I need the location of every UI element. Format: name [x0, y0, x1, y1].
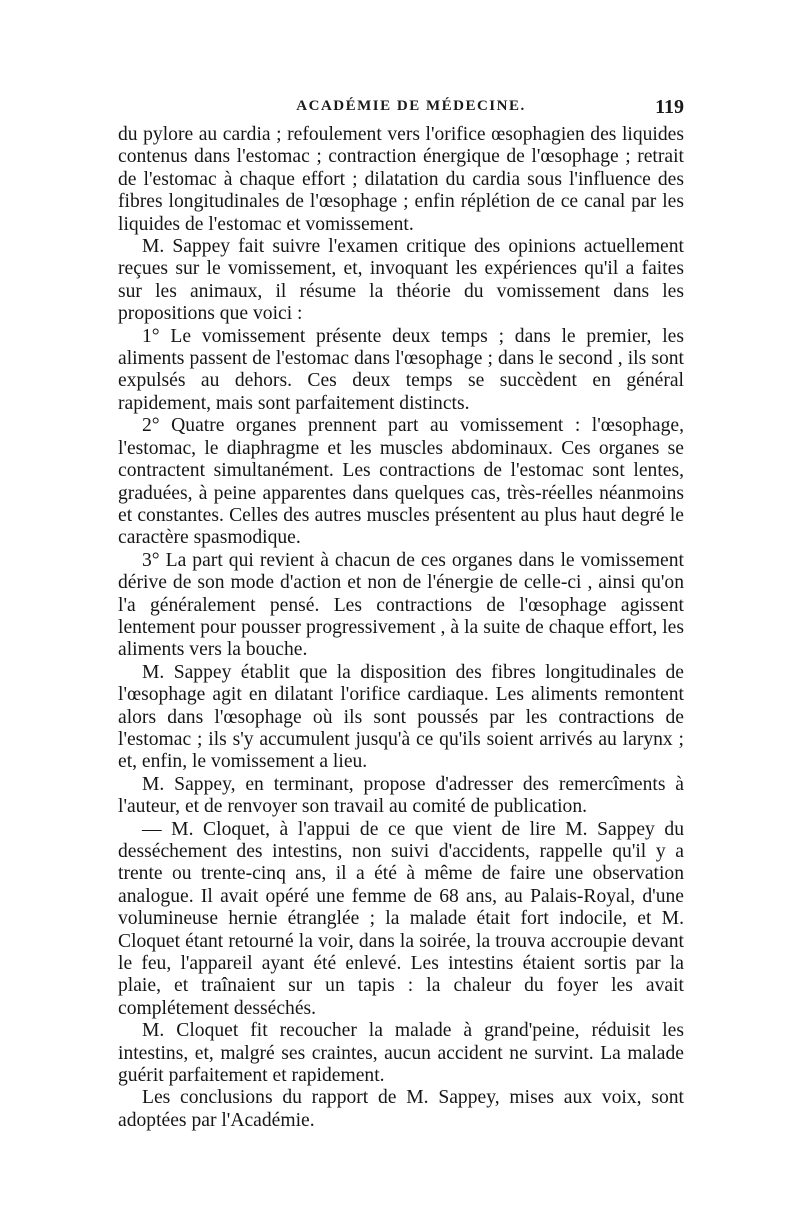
paragraph-fibres: M. Sappey établit que la disposition des fibres longitudinales de l'œsophage agit en dilatant l'orifice cardiaque. Les aliments remontent alors dans l'œsophage où ils sont poussés par les contractions de l'estomac ; ils s'y accumulent jusqu'à ce qu'ils soient arrivés au larynx ; et, enfin, le vomissement a lieu.: [118, 661, 684, 773]
paragraph-remerciments: M. Sappey, en terminant, propose d'adresser des remercîments à l'auteur, et de renvoyer son travail au comité de publication.: [118, 773, 684, 818]
paragraph-cloquet-observation: — M. Cloquet, à l'appui de ce que vient de lire M. Sappey du desséchement des intestins, non suivi d'accidents, rappelle qu'il y a trente ou trente-cinq ans, il a été à même de faire une observation analogue. Il avait opéré une femme de 68 ans, au Palais-Royal, d'une volumineuse hernie étranglée ; la malade était fort indocile, et M. Cloquet étant retourné la voir, dans la soirée, la trouva accroupie devant le feu, l'appareil ayant été enlevé. Les intestins étaient sortis par la plaie, et traînaient sur un tapis : la chaleur du foyer les avait complétement desséchés.: [118, 818, 684, 1019]
running-title: ACADÉMIE DE MÉDECINE.: [296, 98, 526, 114]
paragraph-proposition-2: 2° Quatre organes prennent part au vomissement : l'œsophage, l'estomac, le diaphragme et les muscles abdominaux. Ces organes se contractent simultanément. Les contractions de l'estomac sont lentes, graduées, à peine apparentes dans quelques cas, très-réelles néanmoins et constantes. Celles des autres muscles présentent au plus haut degré le caractère spasmodique.: [118, 415, 684, 549]
paragraph-proposition-3: 3° La part qui revient à chacun de ces organes dans le vomissement dérive de son mode d'action et non de l'énergie de celle-ci , ainsi qu'on l'a généralement pensé. Les contractions de l'œsophage agissent lentement pour pousser progressivement , à la suite de chaque effort, les aliments vers la bouche.: [118, 549, 684, 661]
paragraph-sappey-theory: M. Sappey fait suivre l'examen critique des opinions actuellement reçues sur le vomissement, et, invoquant les expériences qu'il a faites sur les animaux, il résume la théorie du vomissement dans les propositions que voici :: [118, 236, 684, 325]
body-text: [118, 124, 684, 1132]
paragraph-continuation: du pylore au cardia ; refoulement vers l'orifice œsophagien des liquides contenus dans l'estomac ; contraction énergique de l'œsophage ; retrait de l'estomac à chaque effort ; dilatation du cardia sous l'influence des fibres longitudinales de l'œsophage ; enfin réplétion de ce canal par les liquides de l'estomac et vomissement.: [118, 124, 684, 235]
paragraph-conclusions: Les conclusions du rapport de M. Sappey, mises aux voix, sont adoptées par l'Académie.: [118, 1087, 684, 1131]
paragraph-cloquet-recovery: M. Cloquet fit recoucher la malade à grand'peine, réduisit les intestins, et, malgré ses craintes, aucun accident ne survint. La malade guérit parfaitement et rapidement.: [118, 1020, 684, 1087]
paragraph-proposition-1: 1° Le vomissement présente deux temps ; dans le premier, les aliments passent de l'estomac dans l'œsophage ; dans le second , ils sont expulsés au dehors. Ces deux temps se succèdent en général rapidement, mais sont parfaitement distincts.: [118, 325, 684, 414]
page-number: 119: [655, 96, 684, 118]
